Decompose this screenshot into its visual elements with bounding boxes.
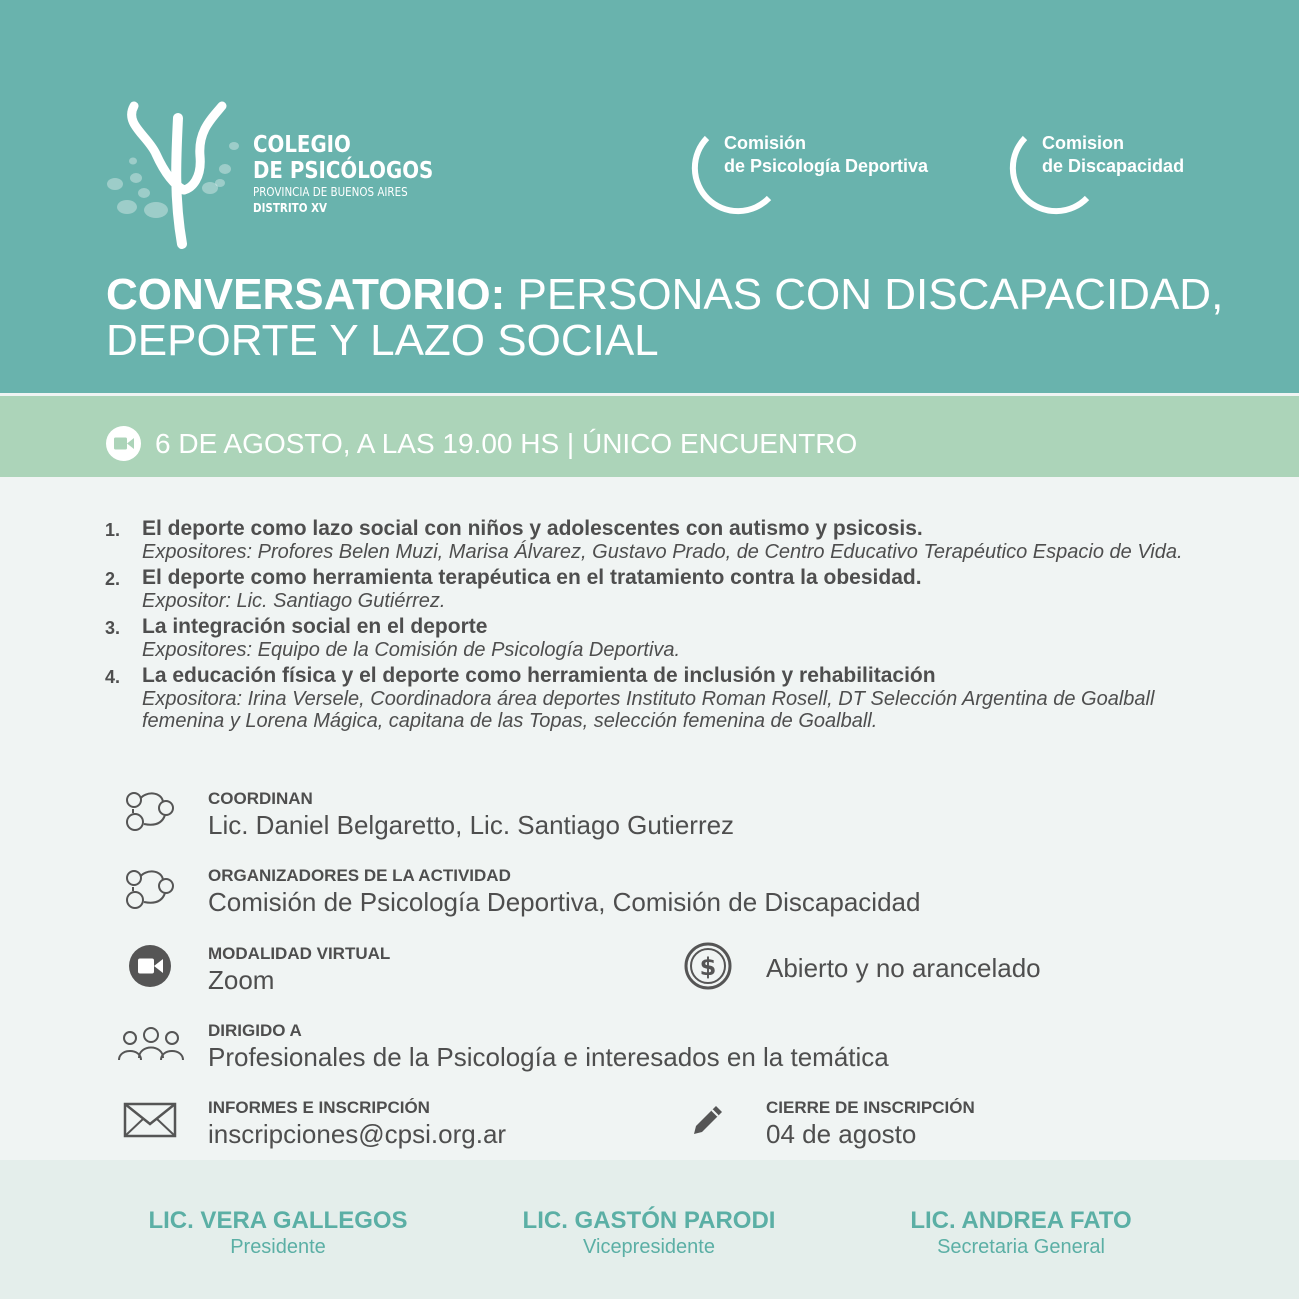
signature-president: [98, 1207, 458, 1259]
coordinan-block: [208, 789, 734, 841]
signature-secretary: [841, 1207, 1201, 1259]
pencil-icon: [690, 1102, 726, 1138]
event-date: 6 DE AGOSTO, A LAS 19.00 HS | ÚNICO ENCUENTRO: [155, 428, 858, 459]
cierre-block: [766, 1098, 975, 1150]
topic-title: El deporte como lazo social con niños y adolescentes con autismo y psicosis.: [142, 517, 923, 540]
brand-text: [253, 132, 463, 216]
informes-block: [208, 1098, 506, 1150]
title-rest: PERSONAS CON DISCAPACIDAD,: [517, 270, 1224, 319]
topic-speakers: Expositor: Lic. Santiago Gutiérrez.: [142, 590, 446, 612]
cierre-value: 04 de agosto: [766, 1119, 917, 1149]
list-item: [105, 566, 1195, 612]
organizadores-value: Comisión de Psicología Deportiva, Comisión de Discapacidad: [208, 887, 921, 917]
list-item: [105, 615, 1195, 661]
topic-title: La educación física y el deporte como herramienta de inclusión y rehabilitación: [142, 664, 936, 687]
topic-speakers: Expositores: Equipo de la Comisión de Psicología Deportiva.: [142, 639, 681, 661]
topic-speakers: Expositores: Profores Belen Muzi, Marisa Álvarez, Gustavo Prado, de Centro Educativo Terapéutico Espacio de Vida.: [142, 541, 1183, 563]
network-icon: [124, 864, 176, 912]
commission-line2: de Discapacidad: [1042, 156, 1185, 176]
topic-number: 4.: [105, 667, 121, 687]
informes-label: INFORMES E INSCRIPCIÓN: [208, 1098, 430, 1117]
signature-role: Vicepresidente: [583, 1236, 715, 1258]
topic-number: 3.: [105, 618, 121, 638]
topic-number: 1.: [105, 520, 121, 540]
fee-status: Abierto y no arancelado: [766, 953, 1041, 983]
people-group-icon: [115, 1024, 187, 1064]
svg-text:$: $: [699, 953, 717, 981]
coordinan-label: COORDINAN: [208, 789, 313, 808]
signature-name: LIC. GASTÓN PARODI: [522, 1207, 776, 1234]
video-camera-icon: [128, 944, 172, 988]
signature-vicepresident: [469, 1207, 829, 1259]
video-camera-icon: [106, 426, 141, 461]
dollar-icon: [684, 942, 732, 990]
topic-title: La integración social en el deporte: [142, 615, 488, 638]
dirigido-label: DIRIGIDO A: [208, 1021, 302, 1040]
signature-name: LIC. ANDREA FATO: [910, 1207, 1132, 1234]
title-bold: CONVERSATORIO:: [106, 270, 506, 319]
brand-line2: DE PSICÓLOGOS: [253, 158, 434, 184]
brand-line4: DISTRITO XV: [253, 201, 328, 215]
list-item: [105, 664, 1195, 732]
dirigido-value: Profesionales de la Psicología e interesados en la temática: [208, 1042, 889, 1072]
title-line2: DEPORTE Y LAZO SOCIAL: [106, 316, 659, 365]
list-item: [105, 517, 1195, 563]
topic-speakers: Expositora: Irina Versele, Coordinadora área deportes Instituto Roman Rosell, DT Selección Argentina de Goalball femenina y Lorena Mágica, capitana de las Topas, selección femenina de Goalball.: [142, 688, 1155, 732]
topic-number: 2.: [105, 569, 121, 589]
signature-name: LIC. VERA GALLEGOS: [148, 1207, 408, 1234]
signature-role: Presidente: [230, 1236, 326, 1258]
email-link[interactable]: inscripciones@cpsi.org.ar: [208, 1119, 507, 1149]
commission-line1: Comisión: [724, 133, 807, 153]
psi-logo-icon: [100, 98, 250, 250]
modalidad-value: Zoom: [208, 965, 275, 995]
brand-line3: PROVINCIA DE BUENOS AIRES: [253, 185, 408, 199]
page-title: [106, 272, 1256, 364]
topics-list: [105, 517, 1195, 735]
brand-line1: COLEGIO: [253, 132, 351, 158]
cierre-label: CIERRE DE INSCRIPCIÓN: [766, 1098, 975, 1117]
coordinan-value: Lic. Daniel Belgaretto, Lic. Santiago Gutierrez: [208, 810, 735, 840]
signature-role: Secretaria General: [937, 1236, 1105, 1258]
mail-icon: [123, 1102, 177, 1138]
modalidad-label: MODALIDAD VIRTUAL: [208, 944, 391, 963]
network-icon: [124, 786, 176, 834]
organizadores-block: [208, 866, 920, 918]
topic-title: El deporte como herramienta terapéutica en el tratamiento contra la obesidad.: [142, 566, 922, 589]
commission-line1: Comision: [1042, 133, 1125, 153]
modalidad-block: [208, 944, 390, 996]
dirigido-block: [208, 1021, 889, 1073]
organizadores-label: ORGANIZADORES DE LA ACTIVIDAD: [208, 866, 511, 885]
commission-line2: de Psicología Deportiva: [724, 156, 929, 176]
